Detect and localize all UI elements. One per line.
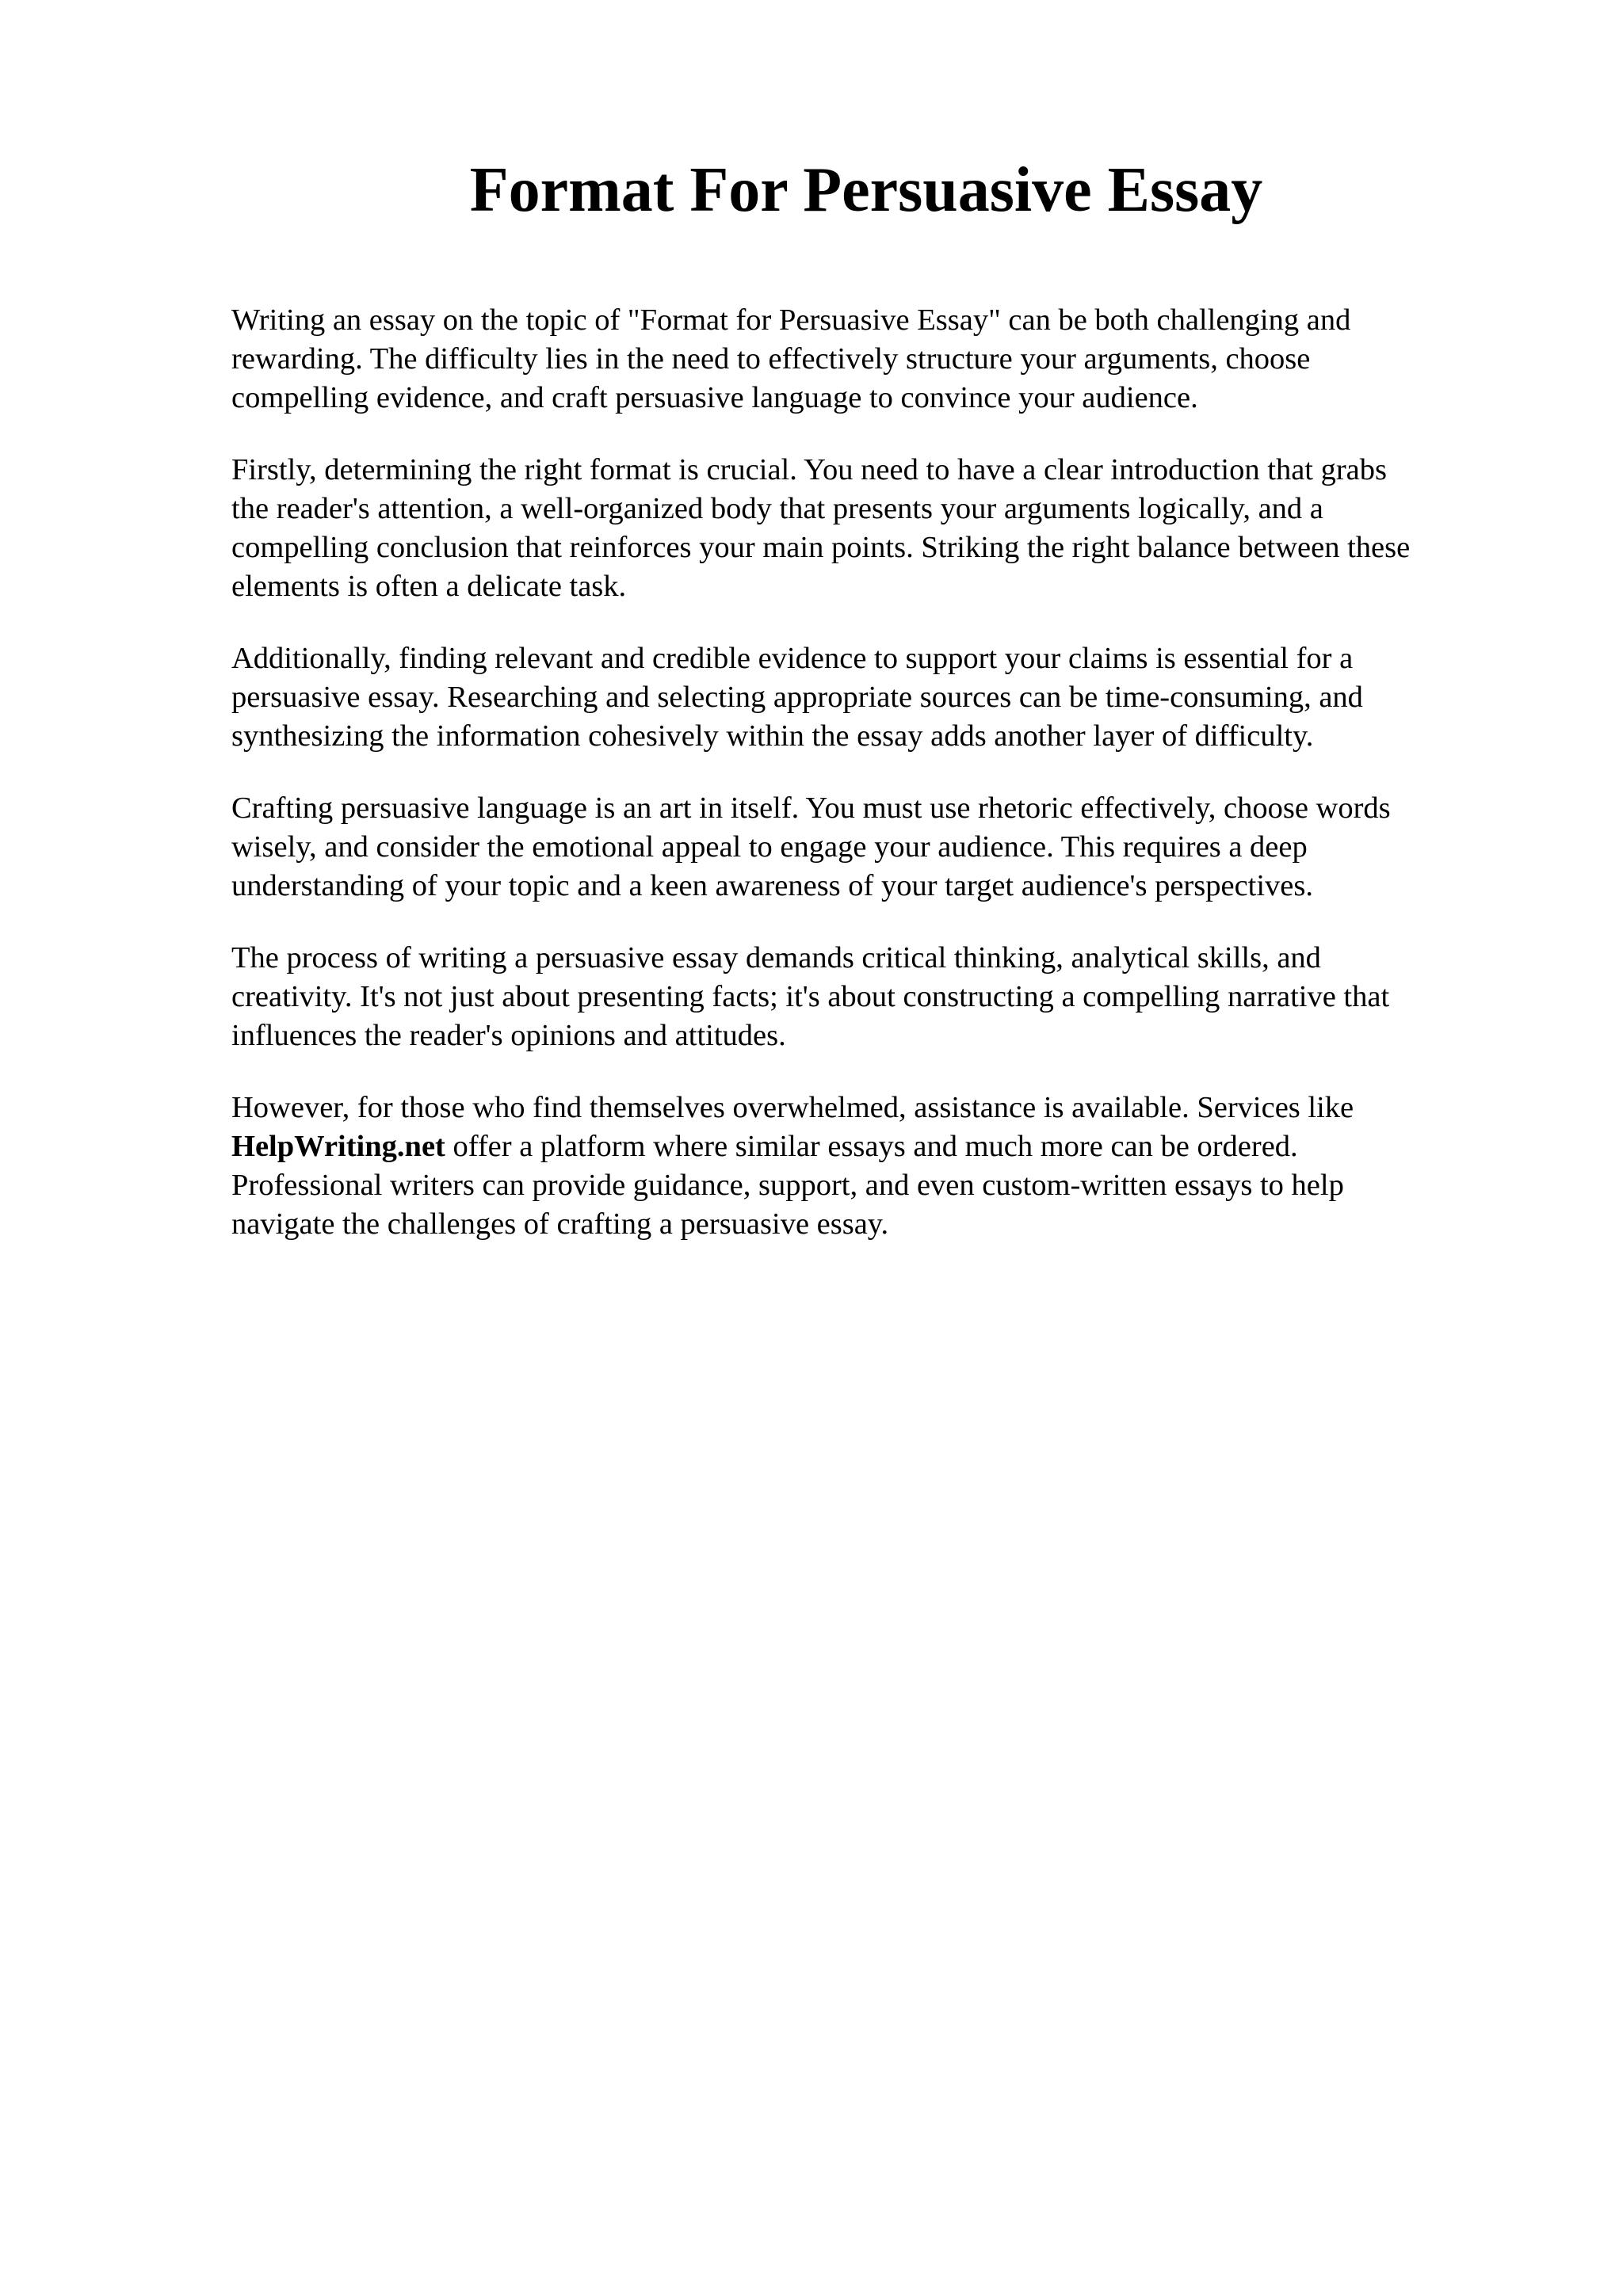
paragraph-line: Additionally, finding relevant and credible evidence to support your claims is essential for a bbox=[231, 642, 1354, 675]
paragraph-line: influences the reader's opinions and attitudes. bbox=[231, 1019, 786, 1052]
paragraph-line-text: offer a platform where similar essays and much more can be ordered. bbox=[445, 1130, 1298, 1163]
paragraph-line: persuasive essay. Researching and selecting appropriate sources can be time-consuming, and bbox=[231, 681, 1363, 714]
paragraph-line: creativity. It's not just about presenting facts; it's about constructing a compelling narrative that bbox=[231, 980, 1390, 1013]
paragraph-line: Crafting persuasive language is an art in itself. You must use rhetoric effectively, choose words bbox=[231, 791, 1391, 825]
paragraph bbox=[231, 301, 1594, 418]
paragraph-line: Firstly, determining the right format is crucial. You need to have a clear introduction that grabs bbox=[231, 453, 1387, 486]
paragraph-line: navigate the challenges of crafting a persuasive essay. bbox=[231, 1207, 889, 1241]
paragraph-line: Writing an essay on the topic of "Format for Persuasive Essay" can be both challenging and bbox=[231, 303, 1351, 337]
helpwriting-link[interactable]: HelpWriting.net bbox=[231, 1130, 445, 1163]
paragraph bbox=[231, 451, 1594, 606]
paragraph-line: rewarding. The difficulty lies in the need to effectively structure your arguments, choose bbox=[231, 342, 1311, 376]
document-body bbox=[231, 301, 1594, 1277]
document-title: Format For Persuasive Essay bbox=[469, 155, 1263, 225]
paragraph-line: Professional writers can provide guidance, support, and even custom-written essays to help bbox=[231, 1169, 1344, 1202]
paragraph-line: compelling conclusion that reinforces your main points. Striking the right balance between these bbox=[231, 531, 1411, 564]
paragraph-line: However, for those who find themselves overwhelmed, assistance is available. Services like bbox=[231, 1091, 1354, 1124]
paragraph-line: understanding of your topic and a keen awareness of your target audience's perspectives. bbox=[231, 869, 1314, 902]
paragraph bbox=[231, 939, 1594, 1055]
paragraph bbox=[231, 639, 1594, 756]
paragraph-line bbox=[231, 1127, 1594, 1166]
paragraph-line: The process of writing a persuasive essay demands critical thinking, analytical skills, and bbox=[231, 941, 1321, 974]
paragraph-line: wisely, and consider the emotional appeal to engage your audience. This requires a deep bbox=[231, 830, 1308, 864]
paragraph-line: the reader's attention, a well-organized body that presents your arguments logically, and a bbox=[231, 492, 1323, 525]
paragraph-line: compelling evidence, and craft persuasive language to convince your audience. bbox=[231, 381, 1198, 414]
paragraph-line: elements is often a delicate task. bbox=[231, 570, 627, 603]
paragraph bbox=[231, 789, 1594, 906]
paragraph-final bbox=[231, 1089, 1594, 1244]
paragraph-list bbox=[231, 301, 1594, 1055]
paragraph-line: synthesizing the information cohesively within the essay adds another layer of difficulty. bbox=[231, 719, 1314, 753]
